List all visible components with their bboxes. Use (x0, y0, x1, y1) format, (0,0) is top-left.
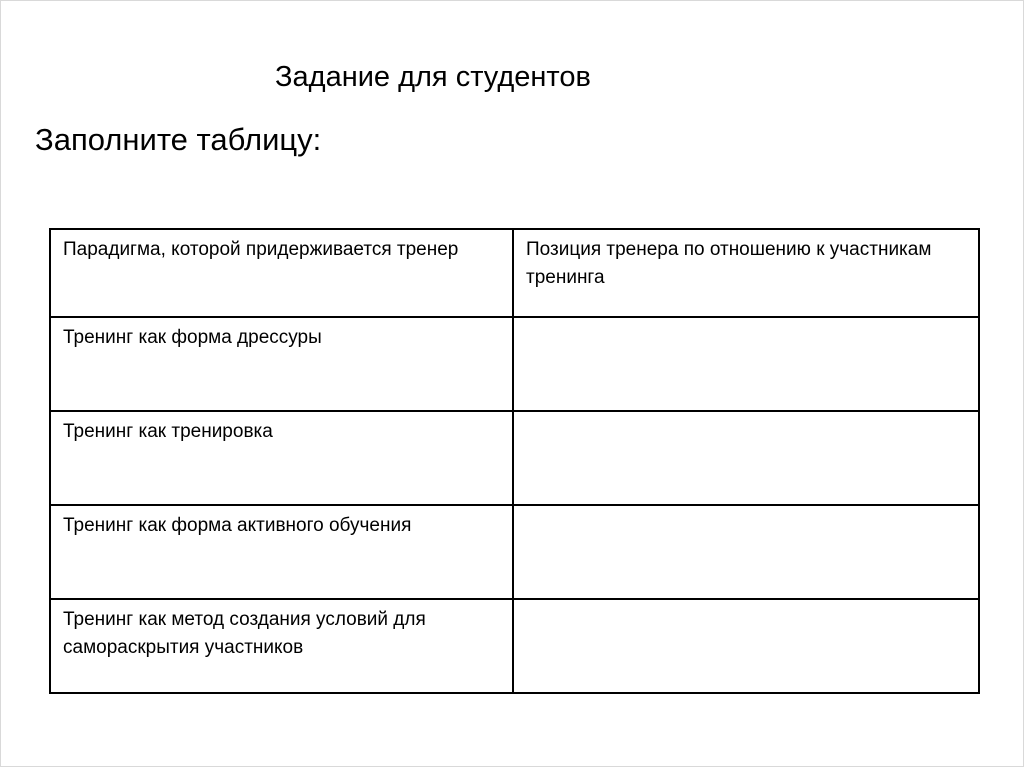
table-header-row (50, 229, 979, 317)
table-row (50, 411, 979, 505)
position-cell[interactable] (513, 317, 979, 411)
paradigm-cell: Тренинг как форма активного обучения (50, 505, 513, 599)
header-cell-position: Позиция тренера по отношению к участникам тренинга (513, 229, 979, 317)
slide-title: Задание для студентов (275, 61, 591, 93)
table-row (50, 317, 979, 411)
paradigm-cell: Тренинг как тренировка (50, 411, 513, 505)
table-row (50, 599, 979, 693)
slide-subtitle: Заполните таблицу: (35, 122, 322, 157)
header-cell-paradigm: Парадигма, которой придерживается тренер (50, 229, 513, 317)
table-row (50, 505, 979, 599)
position-cell[interactable] (513, 599, 979, 693)
task-table (49, 228, 980, 694)
paradigm-cell: Тренинг как форма дрессуры (50, 317, 513, 411)
position-cell[interactable] (513, 411, 979, 505)
position-cell[interactable] (513, 505, 979, 599)
paradigm-cell: Тренинг как метод создания условий для самораскрытия участников (50, 599, 513, 693)
